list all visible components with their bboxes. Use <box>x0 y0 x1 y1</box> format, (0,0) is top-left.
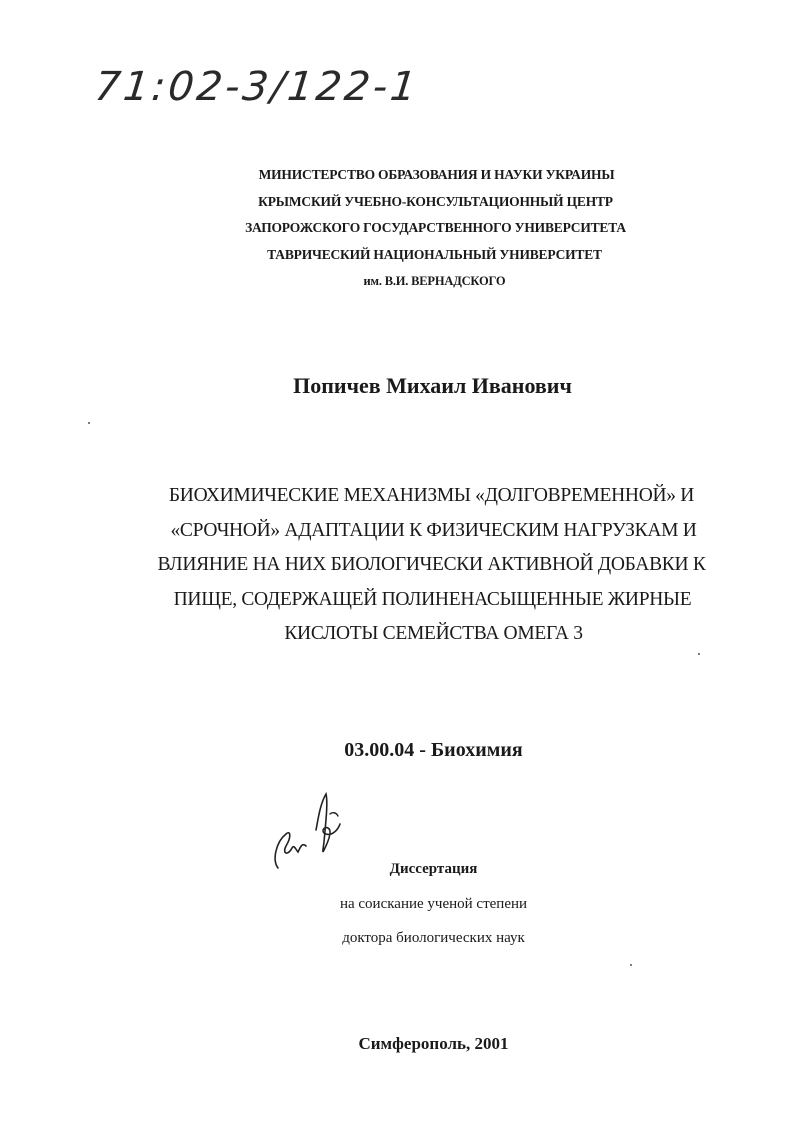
scan-speck <box>630 964 632 966</box>
dissertation-line: на соискание ученой степени <box>339 895 528 912</box>
institution-line: МИНИСТЕРСТВО ОБРАЗОВАНИЯ И НАУКИ УКРАИНЫ <box>258 167 615 182</box>
city-year: Симферополь, 2001 <box>358 1034 509 1053</box>
institution-line: ЗАПОРОЖСКОГО ГОСУДАРСТВЕННОГО УНИВЕРСИТЕТА <box>245 220 626 235</box>
title-line: БИОХИМИЧЕСКИЕ МЕХАНИЗМЫ «ДОЛГОВРЕМЕННОЙ» И <box>168 485 695 506</box>
title-line: «СРОЧНОЙ» АДАПТАЦИИ К ФИЗИЧЕСКИМ НАГРУЗКАМ И <box>170 519 697 541</box>
title-line: КИСЛОТЫ СЕМЕЙСТВА ОМЕГА 3 <box>284 623 583 644</box>
dissertation-info <box>0 852 793 956</box>
specialty-code: 03.00.04 - Биохимия <box>344 739 523 761</box>
institution-header <box>0 162 793 295</box>
dissertation-line: Диссертация <box>389 861 478 877</box>
institution-line: ТАВРИЧЕСКИЙ НАЦИОНАЛЬНЫЙ УНИВЕРСИТЕТ <box>267 246 602 262</box>
institution-line: КРЫМСКИЙ УЧЕБНО-КОНСУЛЬТАЦИОННЫЙ ЦЕНТР <box>258 193 613 209</box>
scan-speck <box>88 422 90 424</box>
dissertation-title <box>0 479 793 652</box>
title-line: ВЛИЯНИЕ НА НИХ БИОЛОГИЧЕСКИ АКТИВНОЙ ДОБАВКИ К <box>157 554 706 575</box>
author-name: Попичев Михаил Иванович <box>293 373 572 398</box>
dissertation-line: доктора биологических наук <box>342 930 525 946</box>
handwritten-shelfmark: 71:02-3/122-1 <box>92 64 422 110</box>
title-line: ПИЩЕ, СОДЕРЖАЩЕЙ ПОЛИНЕНАСЫЩЕННЫЕ ЖИРНЫЕ <box>173 588 692 610</box>
scan-speck <box>698 653 700 655</box>
institution-line: им. В.И. ВЕРНАДСКОГО <box>363 274 506 288</box>
